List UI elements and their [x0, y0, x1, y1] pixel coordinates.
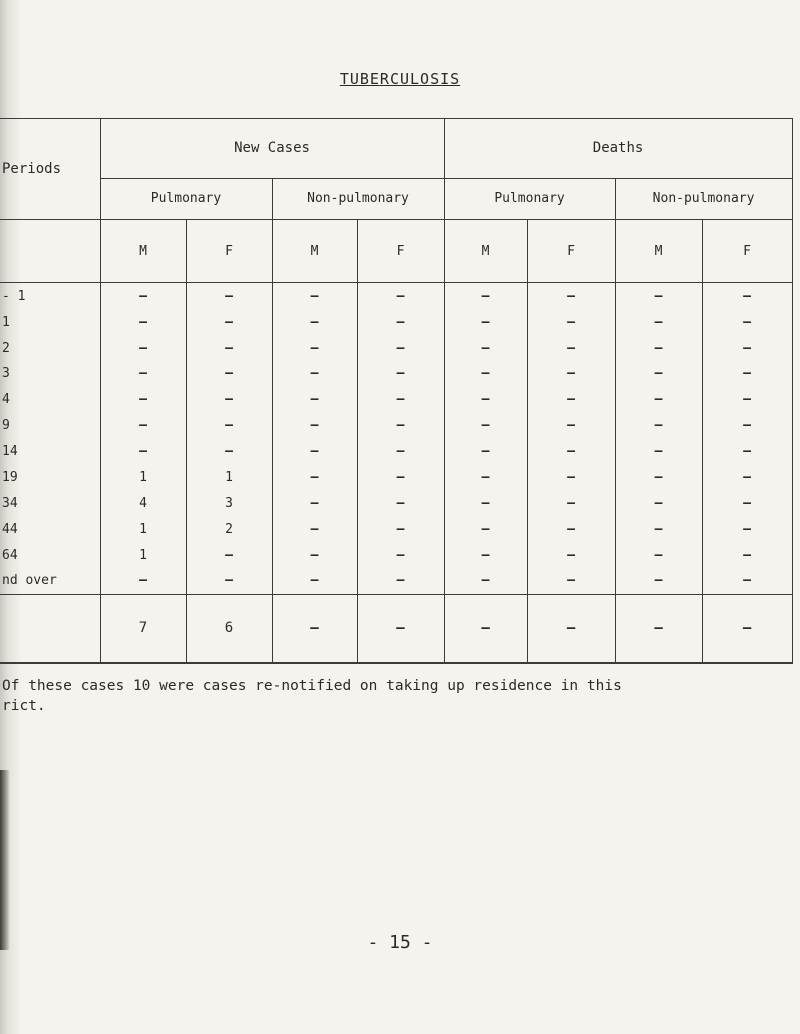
table-cell: – [272, 387, 357, 413]
table-cell: – [357, 335, 444, 361]
table-cell: – [357, 490, 444, 516]
period-label: 14 [0, 439, 100, 465]
period-label: 44 [0, 516, 100, 542]
table-row [0, 490, 792, 516]
period-label: 64 [0, 542, 100, 568]
table-cell: – [702, 361, 792, 387]
table-cell: – [272, 516, 357, 542]
table-cell: – [702, 465, 792, 491]
table-cell: 1 [100, 542, 186, 568]
table-cell: – [527, 439, 615, 465]
table-cell: – [702, 542, 792, 568]
table-cell: – [357, 568, 444, 594]
table-cell: – [444, 465, 527, 491]
new-pulmonary-header: Pulmonary [100, 178, 272, 219]
table-row [0, 568, 792, 594]
sex-header: F [186, 219, 272, 283]
sex-header: F [357, 219, 444, 283]
table-cell: – [186, 542, 272, 568]
table-cell: – [615, 387, 702, 413]
period-label: 2 [0, 335, 100, 361]
table-cell: – [615, 542, 702, 568]
table-row [0, 309, 792, 335]
table-cell: – [702, 387, 792, 413]
table-cell: – [702, 335, 792, 361]
footnote [2, 676, 782, 716]
table-cell: – [444, 283, 527, 309]
table-cell: – [615, 490, 702, 516]
table-cell: 2 [186, 516, 272, 542]
table-cell: – [272, 490, 357, 516]
table-cell: – [444, 516, 527, 542]
new-cases-header: New Cases [100, 119, 444, 179]
total-cell: – [527, 594, 615, 663]
table-cell: – [615, 309, 702, 335]
table-cell: – [444, 413, 527, 439]
table-cell: – [615, 516, 702, 542]
total-cell: 7 [100, 594, 186, 663]
sex-header-blank [0, 219, 100, 283]
table-cell: – [615, 335, 702, 361]
total-cell: – [357, 594, 444, 663]
header-row-2 [0, 178, 792, 219]
table-body [0, 283, 792, 594]
period-label: 4 [0, 387, 100, 413]
table-cell: – [527, 335, 615, 361]
table-cell: – [272, 335, 357, 361]
table-cell: – [702, 283, 792, 309]
table-cell: – [615, 361, 702, 387]
table-row [0, 465, 792, 491]
table-cell: – [272, 439, 357, 465]
table-cell: – [702, 309, 792, 335]
sex-header: F [527, 219, 615, 283]
table-cell: – [357, 387, 444, 413]
table-cell: 1 [100, 516, 186, 542]
deaths-header: Deaths [444, 119, 792, 179]
table-cell: – [702, 516, 792, 542]
table-cell: – [272, 283, 357, 309]
table-cell: – [527, 283, 615, 309]
period-label: 1 [0, 309, 100, 335]
table-cell: – [615, 465, 702, 491]
period-label: nd over [0, 568, 100, 594]
period-label: 3 [0, 361, 100, 387]
table-cell: 1 [186, 465, 272, 491]
table-cell: – [357, 413, 444, 439]
table-row [0, 413, 792, 439]
page-number: - 15 - [367, 932, 433, 953]
table-row [0, 335, 792, 361]
table-row [0, 387, 792, 413]
sex-header: F [702, 219, 792, 283]
table-cell: – [615, 413, 702, 439]
total-cell: 6 [186, 594, 272, 663]
totals-label-blank [0, 594, 100, 663]
table-cell: 4 [100, 490, 186, 516]
table-cell: – [615, 439, 702, 465]
sex-header: M [444, 219, 527, 283]
table-cell: – [527, 465, 615, 491]
table-cell: – [615, 568, 702, 594]
total-cell: – [615, 594, 702, 663]
table-cell: – [357, 465, 444, 491]
table-cell: – [702, 568, 792, 594]
footnote-line-2: rict. [2, 698, 46, 714]
table-cell: – [272, 542, 357, 568]
table-cell: – [100, 335, 186, 361]
table-cell: – [527, 490, 615, 516]
table-cell: – [357, 283, 444, 309]
table-cell: – [444, 309, 527, 335]
table-cell: – [702, 439, 792, 465]
table-cell: – [444, 490, 527, 516]
table-cell: – [100, 568, 186, 594]
table-cell: – [444, 542, 527, 568]
header-row-sex [0, 219, 792, 283]
table-cell: – [100, 413, 186, 439]
table-cell: – [100, 439, 186, 465]
page-title: TUBERCULOSIS [339, 70, 461, 88]
table-cell: – [615, 283, 702, 309]
sex-header: M [615, 219, 702, 283]
sex-header: M [272, 219, 357, 283]
table-cell: – [444, 387, 527, 413]
table-cell: – [444, 335, 527, 361]
table-cell: – [527, 309, 615, 335]
period-label: 9 [0, 413, 100, 439]
table-cell: – [100, 387, 186, 413]
table-cell: – [272, 309, 357, 335]
table-cell: – [527, 387, 615, 413]
table-cell: – [272, 413, 357, 439]
table-row [0, 542, 792, 568]
table-row [0, 516, 792, 542]
table-cell: – [527, 516, 615, 542]
deaths-pulmonary-header: Pulmonary [444, 178, 615, 219]
table-cell: – [527, 568, 615, 594]
table-cell: – [272, 465, 357, 491]
table-cell: – [357, 516, 444, 542]
table-cell: – [357, 361, 444, 387]
table-cell: – [444, 568, 527, 594]
periods-header: Periods [0, 119, 100, 220]
table-cell: – [272, 568, 357, 594]
total-cell: – [444, 594, 527, 663]
total-cell: – [272, 594, 357, 663]
table-cell: – [357, 439, 444, 465]
table-cell: – [357, 542, 444, 568]
period-label: 34 [0, 490, 100, 516]
table-row [0, 283, 792, 309]
table-cell: – [186, 335, 272, 361]
table-cell: – [186, 439, 272, 465]
period-label: - 1 [0, 283, 100, 309]
table-cell: – [357, 309, 444, 335]
table-cell: – [527, 361, 615, 387]
table-cell: – [100, 361, 186, 387]
table-cell: – [186, 387, 272, 413]
table-cell: 3 [186, 490, 272, 516]
table-cell: 1 [100, 465, 186, 491]
tuberculosis-table [0, 118, 793, 664]
table-cell: – [100, 283, 186, 309]
table-cell: – [186, 361, 272, 387]
period-label: 19 [0, 465, 100, 491]
table-cell: – [186, 413, 272, 439]
table-cell: – [444, 439, 527, 465]
table-row [0, 439, 792, 465]
table-cell: – [527, 542, 615, 568]
new-non-pulmonary-header: Non-pulmonary [272, 178, 444, 219]
sex-header: M [100, 219, 186, 283]
table-cell: – [100, 309, 186, 335]
table-cell: – [186, 283, 272, 309]
table-cell: – [272, 361, 357, 387]
deaths-non-pulmonary-header: Non-pulmonary [615, 178, 792, 219]
table-cell: – [702, 490, 792, 516]
header-row-1 [0, 119, 792, 179]
table-cell: – [186, 309, 272, 335]
table-cell: – [186, 568, 272, 594]
table-cell: – [444, 361, 527, 387]
table-cell: – [527, 413, 615, 439]
page-edge-dark-shadow [0, 770, 10, 950]
footnote-line-1: Of these cases 10 were cases re-notified on taking up residence in this [2, 678, 622, 694]
total-cell: – [702, 594, 792, 663]
table-row [0, 361, 792, 387]
table-cell: – [702, 413, 792, 439]
totals-row [0, 594, 792, 663]
